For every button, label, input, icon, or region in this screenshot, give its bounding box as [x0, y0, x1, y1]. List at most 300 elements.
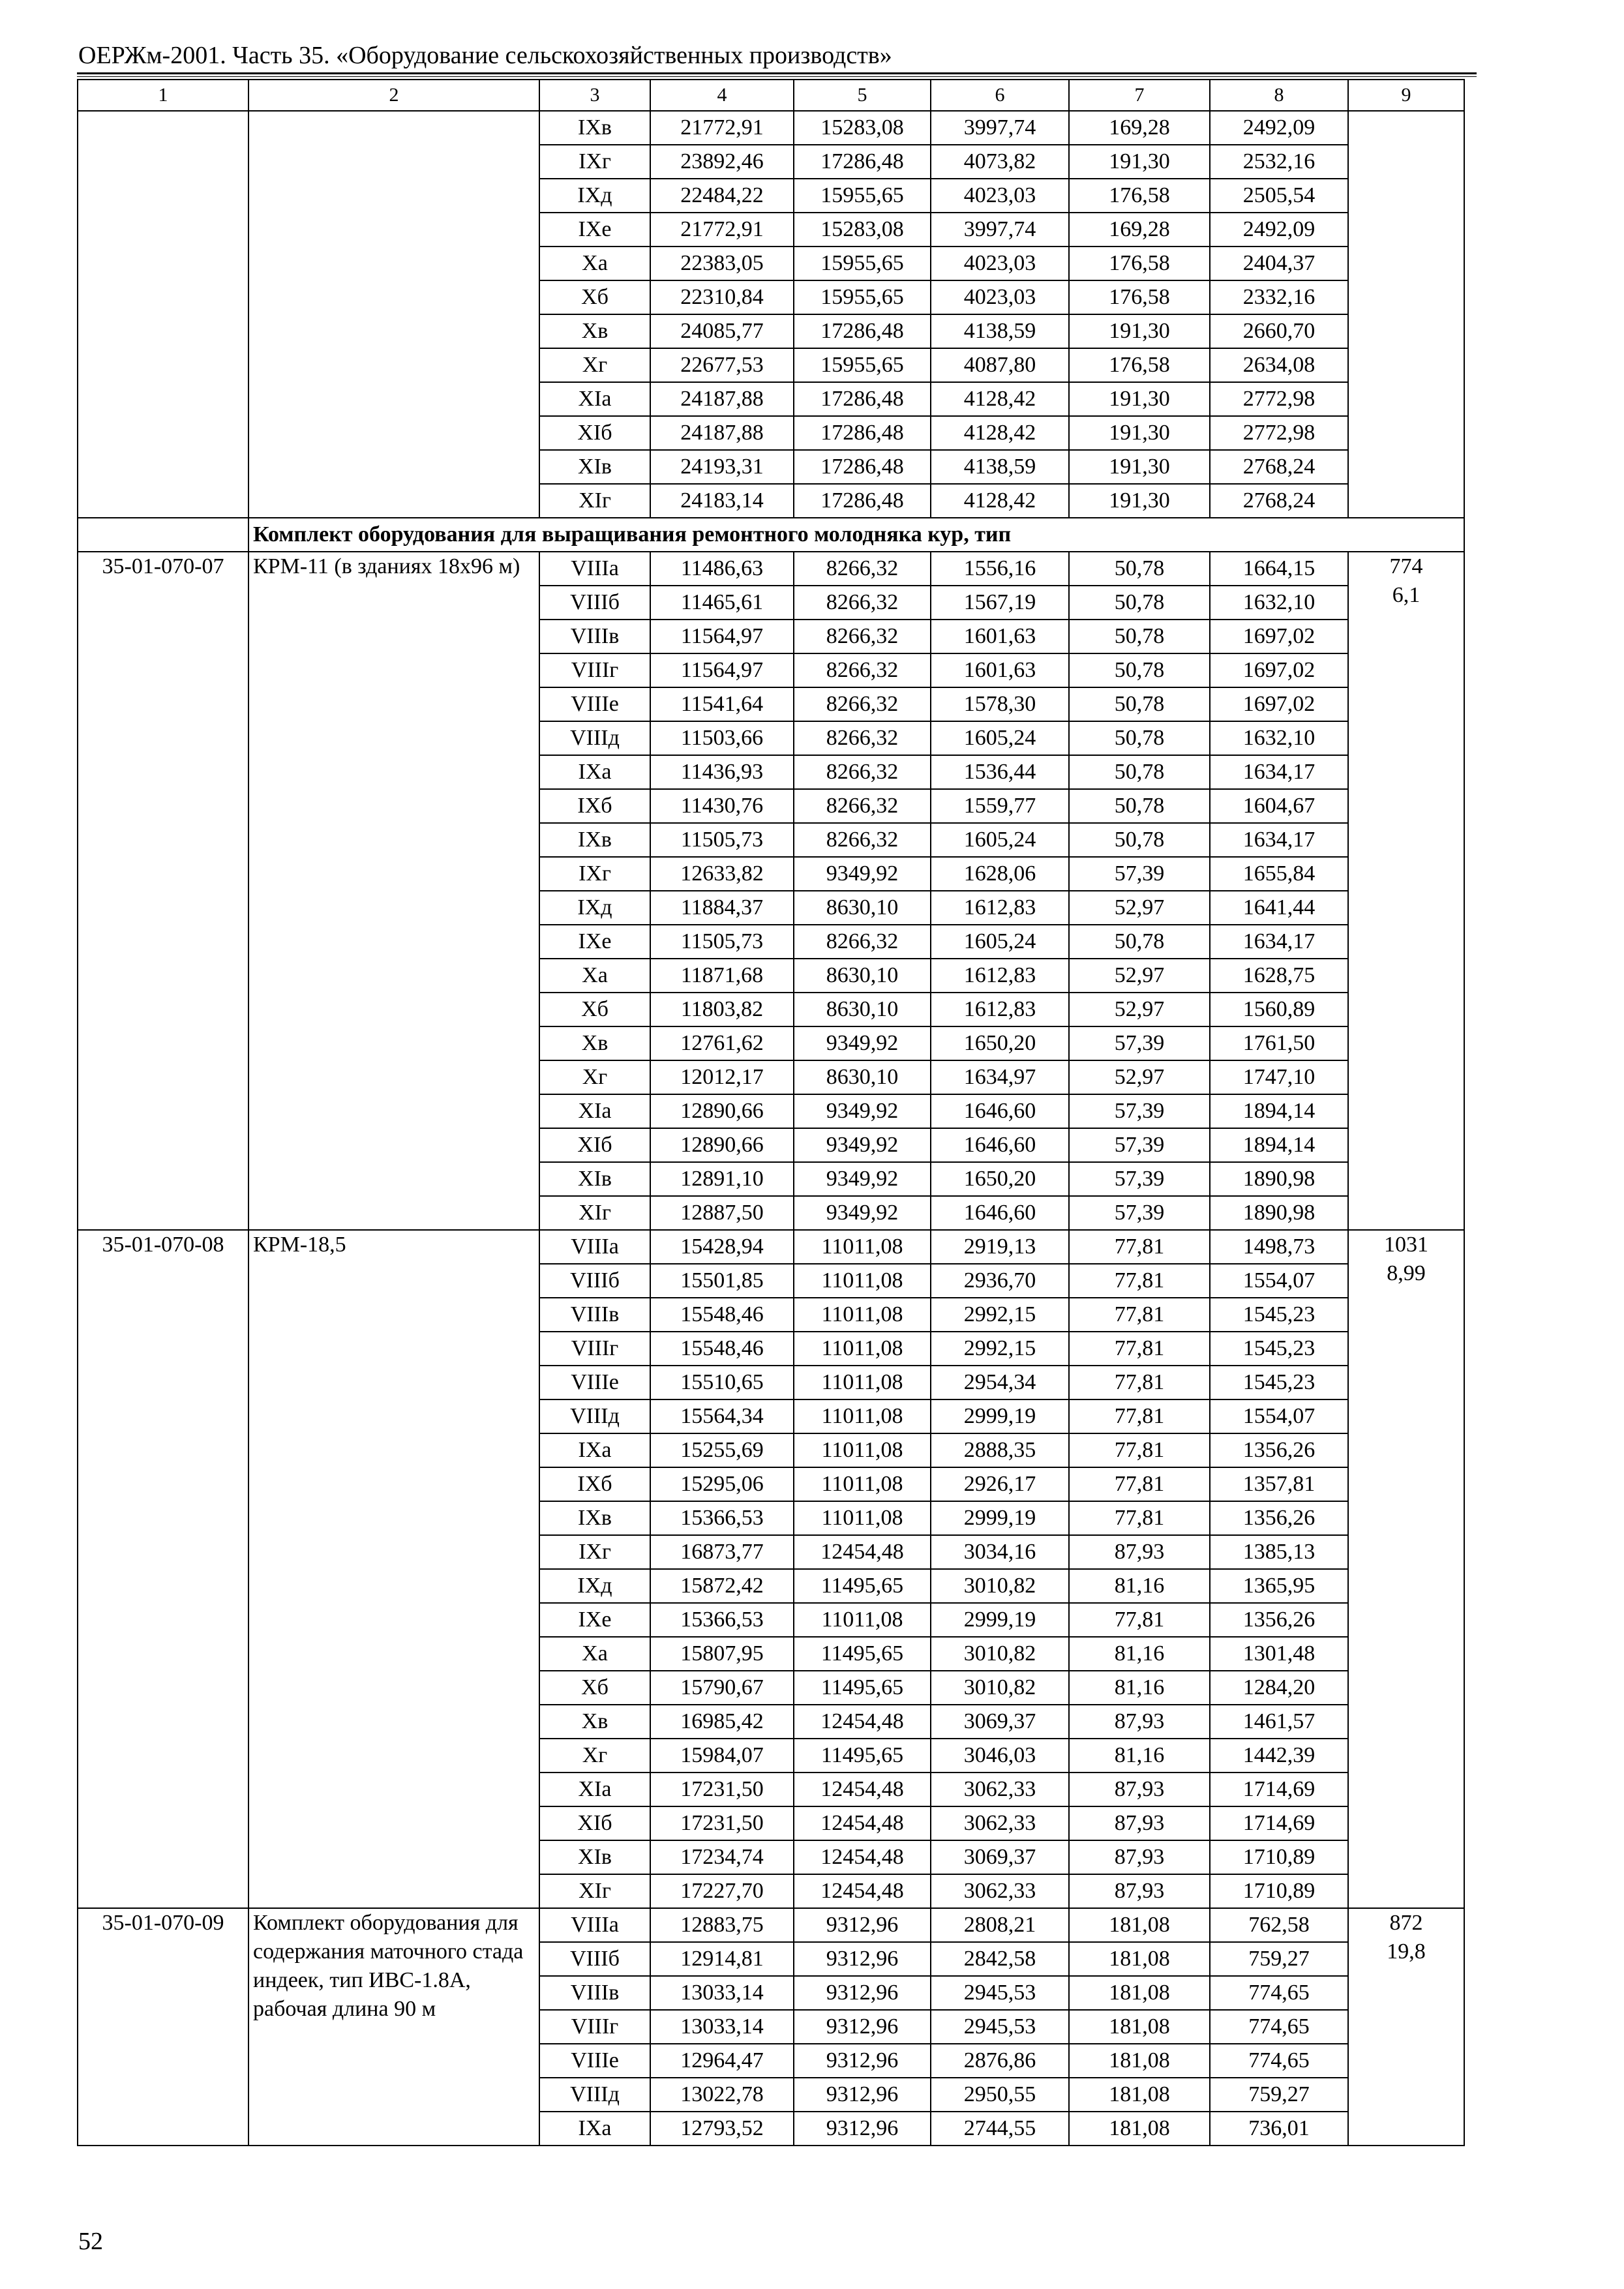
value-cell: 11430,76: [650, 789, 794, 823]
value-cell: 87,93: [1069, 1773, 1210, 1806]
value-cell: 57,39: [1069, 1196, 1210, 1230]
value-cell: 21772,91: [650, 213, 794, 247]
value-cell: 52,97: [1069, 993, 1210, 1026]
value-cell: 1634,17: [1210, 925, 1348, 959]
value-cell: 11505,73: [650, 925, 794, 959]
value-cell: 1605,24: [931, 925, 1069, 959]
zone-cell: VIIIа: [539, 552, 650, 586]
value-cell: 1890,98: [1210, 1196, 1348, 1230]
value-cell: 57,39: [1069, 1128, 1210, 1162]
value-cell: 11541,64: [650, 687, 794, 721]
value-cell: 87,93: [1069, 1806, 1210, 1840]
value-cell: 1646,60: [931, 1128, 1069, 1162]
item-code: 35-01-070-08: [78, 1230, 248, 1908]
value-cell: 77,81: [1069, 1298, 1210, 1332]
value-cell: 2492,09: [1210, 213, 1348, 247]
value-cell: 50,78: [1069, 653, 1210, 687]
value-cell: 1554,07: [1210, 1399, 1348, 1433]
value-cell: 11436,93: [650, 755, 794, 789]
table-row: [78, 1230, 1464, 1264]
value-cell: 22383,05: [650, 247, 794, 280]
value-cell: 2532,16: [1210, 145, 1348, 179]
value-cell: 1545,23: [1210, 1332, 1348, 1366]
zone-cell: Xа: [539, 959, 650, 993]
column-number: 6: [931, 80, 1069, 111]
value-cell: 2772,98: [1210, 382, 1348, 416]
value-cell: 24187,88: [650, 382, 794, 416]
value-cell: 8266,32: [794, 925, 931, 959]
value-cell: 1578,30: [931, 687, 1069, 721]
col9-cell: [1348, 552, 1464, 1230]
value-cell: 4087,80: [931, 348, 1069, 382]
value-cell: 11011,08: [794, 1603, 931, 1637]
value-cell: 3062,33: [931, 1874, 1069, 1908]
value-cell: 191,30: [1069, 314, 1210, 348]
value-cell: 1714,69: [1210, 1806, 1348, 1840]
zone-cell: IXе: [539, 1603, 650, 1637]
value-cell: 1601,63: [931, 653, 1069, 687]
value-cell: 15366,53: [650, 1501, 794, 1535]
value-cell: 9349,92: [794, 857, 931, 891]
value-cell: 1655,84: [1210, 857, 1348, 891]
value-cell: 13022,78: [650, 2078, 794, 2112]
value-cell: 50,78: [1069, 620, 1210, 653]
value-cell: 15548,46: [650, 1298, 794, 1332]
value-cell: 1641,44: [1210, 891, 1348, 925]
value-cell: 2945,53: [931, 1976, 1069, 2010]
value-cell: 1559,77: [931, 789, 1069, 823]
value-cell: 191,30: [1069, 450, 1210, 484]
value-cell: 15366,53: [650, 1603, 794, 1637]
value-cell: 52,97: [1069, 959, 1210, 993]
zone-cell: XIб: [539, 416, 650, 450]
value-cell: 12012,17: [650, 1060, 794, 1094]
value-cell: 1567,19: [931, 586, 1069, 620]
value-cell: 57,39: [1069, 1094, 1210, 1128]
value-cell: 2332,16: [1210, 280, 1348, 314]
value-cell: 50,78: [1069, 925, 1210, 959]
value-cell: 9312,96: [794, 1908, 931, 1942]
name-cell: [248, 111, 539, 518]
value-cell: 11495,65: [794, 1569, 931, 1603]
value-cell: 1890,98: [1210, 1162, 1348, 1196]
value-cell: 77,81: [1069, 1399, 1210, 1433]
value-cell: 77,81: [1069, 1467, 1210, 1501]
value-cell: 181,08: [1069, 1908, 1210, 1942]
value-cell: 4023,03: [931, 247, 1069, 280]
value-cell: 15283,08: [794, 213, 931, 247]
zone-cell: Xб: [539, 993, 650, 1026]
value-cell: 1536,44: [931, 755, 1069, 789]
value-cell: 12454,48: [794, 1840, 931, 1874]
zone-cell: VIIIв: [539, 1976, 650, 2010]
value-cell: 2505,54: [1210, 179, 1348, 213]
value-cell: 1605,24: [931, 823, 1069, 857]
value-cell: 12454,48: [794, 1535, 931, 1569]
code-cell: [78, 111, 248, 518]
value-cell: 1356,26: [1210, 1603, 1348, 1637]
table-row: [78, 552, 1464, 586]
value-cell: 9349,92: [794, 1128, 931, 1162]
column-number: 3: [539, 80, 650, 111]
col9-value: 1031: [1384, 1233, 1428, 1257]
zone-cell: Xг: [539, 1739, 650, 1773]
value-cell: 2945,53: [931, 2010, 1069, 2044]
value-cell: 15955,65: [794, 179, 931, 213]
value-cell: 8630,10: [794, 993, 931, 1026]
column-numbers-row: [78, 80, 1464, 111]
value-cell: 12883,75: [650, 1908, 794, 1942]
zone-cell: IXа: [539, 1433, 650, 1467]
zone-cell: Xв: [539, 1026, 650, 1060]
table-body: [78, 80, 1464, 2146]
zone-cell: IXв: [539, 111, 650, 145]
value-cell: 9312,96: [794, 2044, 931, 2078]
zone-cell: IXв: [539, 1501, 650, 1535]
value-cell: 8266,32: [794, 620, 931, 653]
value-cell: 24187,88: [650, 416, 794, 450]
value-cell: 1385,13: [1210, 1535, 1348, 1569]
zone-cell: VIIIг: [539, 2010, 650, 2044]
zone-cell: VIIIе: [539, 1366, 650, 1399]
zone-cell: IXе: [539, 213, 650, 247]
value-cell: 12761,62: [650, 1026, 794, 1060]
value-cell: 8266,32: [794, 586, 931, 620]
value-cell: 1697,02: [1210, 620, 1348, 653]
value-cell: 1710,89: [1210, 1840, 1348, 1874]
value-cell: 1894,14: [1210, 1094, 1348, 1128]
value-cell: 2999,19: [931, 1399, 1069, 1433]
header-rule-thin: [77, 76, 1477, 77]
value-cell: 11011,08: [794, 1366, 931, 1399]
value-cell: 87,93: [1069, 1535, 1210, 1569]
value-cell: 81,16: [1069, 1569, 1210, 1603]
column-number: 9: [1348, 80, 1464, 111]
value-cell: 1634,17: [1210, 823, 1348, 857]
value-cell: 3010,82: [931, 1569, 1069, 1603]
value-cell: 81,16: [1069, 1637, 1210, 1671]
value-cell: 191,30: [1069, 145, 1210, 179]
value-cell: 2808,21: [931, 1908, 1069, 1942]
value-cell: 181,08: [1069, 2044, 1210, 2078]
value-cell: 12891,10: [650, 1162, 794, 1196]
page-header: ОЕРЖм-2001. Часть 35. «Оборудование сельскохозяйственных производств»: [78, 42, 892, 69]
value-cell: 11871,68: [650, 959, 794, 993]
value-cell: 17227,70: [650, 1874, 794, 1908]
value-cell: 77,81: [1069, 1230, 1210, 1264]
value-cell: 11803,82: [650, 993, 794, 1026]
value-cell: 12633,82: [650, 857, 794, 891]
zone-cell: VIIIе: [539, 687, 650, 721]
value-cell: 1545,23: [1210, 1298, 1348, 1332]
value-cell: 16985,42: [650, 1705, 794, 1739]
value-cell: 1632,10: [1210, 721, 1348, 755]
value-cell: 50,78: [1069, 552, 1210, 586]
value-cell: 15255,69: [650, 1433, 794, 1467]
value-cell: 77,81: [1069, 1501, 1210, 1535]
value-cell: 1365,95: [1210, 1569, 1348, 1603]
zone-cell: XIв: [539, 1162, 650, 1196]
value-cell: 3069,37: [931, 1840, 1069, 1874]
value-cell: 1710,89: [1210, 1874, 1348, 1908]
value-cell: 2768,24: [1210, 484, 1348, 518]
value-cell: 191,30: [1069, 382, 1210, 416]
value-cell: 9312,96: [794, 1976, 931, 2010]
value-cell: 2936,70: [931, 1264, 1069, 1298]
value-cell: 50,78: [1069, 687, 1210, 721]
value-cell: 15548,46: [650, 1332, 794, 1366]
value-cell: 12887,50: [650, 1196, 794, 1230]
value-cell: 17234,74: [650, 1840, 794, 1874]
value-cell: 2926,17: [931, 1467, 1069, 1501]
value-cell: 11011,08: [794, 1433, 931, 1467]
value-cell: 50,78: [1069, 823, 1210, 857]
col9-cell: [1348, 111, 1464, 518]
value-cell: 17231,50: [650, 1806, 794, 1840]
value-cell: 12890,66: [650, 1128, 794, 1162]
zone-cell: XIа: [539, 382, 650, 416]
value-cell: 1894,14: [1210, 1128, 1348, 1162]
value-cell: 24193,31: [650, 450, 794, 484]
value-cell: 12914,81: [650, 1942, 794, 1976]
zone-cell: IXг: [539, 857, 650, 891]
value-cell: 1650,20: [931, 1026, 1069, 1060]
value-cell: 57,39: [1069, 1162, 1210, 1196]
value-cell: 87,93: [1069, 1705, 1210, 1739]
value-cell: 1554,07: [1210, 1264, 1348, 1298]
value-cell: 9349,92: [794, 1094, 931, 1128]
value-cell: 1714,69: [1210, 1773, 1348, 1806]
table-row: [78, 111, 1464, 145]
value-cell: 1357,81: [1210, 1467, 1348, 1501]
value-cell: 1650,20: [931, 1162, 1069, 1196]
zone-cell: Xг: [539, 348, 650, 382]
value-cell: 2888,35: [931, 1433, 1069, 1467]
value-cell: 57,39: [1069, 857, 1210, 891]
value-cell: 24085,77: [650, 314, 794, 348]
value-cell: 176,58: [1069, 247, 1210, 280]
value-cell: 11884,37: [650, 891, 794, 925]
value-cell: 4023,03: [931, 179, 1069, 213]
value-cell: 77,81: [1069, 1332, 1210, 1366]
value-cell: 11011,08: [794, 1298, 931, 1332]
column-number: 2: [248, 80, 539, 111]
value-cell: 17286,48: [794, 416, 931, 450]
value-cell: 1628,75: [1210, 959, 1348, 993]
value-cell: 9349,92: [794, 1026, 931, 1060]
value-cell: 50,78: [1069, 586, 1210, 620]
zone-cell: VIIIб: [539, 1942, 650, 1976]
column-number: 8: [1210, 80, 1348, 111]
value-cell: 21772,91: [650, 111, 794, 145]
item-name: КРМ-18,5: [248, 1230, 539, 1908]
value-cell: 4138,59: [931, 450, 1069, 484]
value-cell: 1301,48: [1210, 1637, 1348, 1671]
value-cell: 3046,03: [931, 1739, 1069, 1773]
value-cell: 181,08: [1069, 2112, 1210, 2146]
value-cell: 1356,26: [1210, 1433, 1348, 1467]
value-cell: 1646,60: [931, 1196, 1069, 1230]
value-cell: 2404,37: [1210, 247, 1348, 280]
value-cell: 191,30: [1069, 416, 1210, 450]
col9-value: 872: [1389, 1911, 1423, 1935]
value-cell: 11505,73: [650, 823, 794, 857]
value-cell: 8630,10: [794, 959, 931, 993]
value-cell: 17286,48: [794, 314, 931, 348]
zone-cell: VIIIд: [539, 1399, 650, 1433]
value-cell: 2999,19: [931, 1603, 1069, 1637]
value-cell: 2919,13: [931, 1230, 1069, 1264]
value-cell: 8266,32: [794, 687, 931, 721]
zone-cell: Xв: [539, 1705, 650, 1739]
value-cell: 15807,95: [650, 1637, 794, 1671]
value-cell: 11503,66: [650, 721, 794, 755]
value-cell: 1461,57: [1210, 1705, 1348, 1739]
value-cell: 2954,34: [931, 1366, 1069, 1399]
value-cell: 12454,48: [794, 1874, 931, 1908]
column-number: 1: [78, 80, 248, 111]
value-cell: 8266,32: [794, 653, 931, 687]
value-cell: 191,30: [1069, 484, 1210, 518]
zone-cell: IXб: [539, 1467, 650, 1501]
value-cell: 2660,70: [1210, 314, 1348, 348]
zone-cell: XIг: [539, 484, 650, 518]
value-cell: 77,81: [1069, 1603, 1210, 1637]
value-cell: 11486,63: [650, 552, 794, 586]
value-cell: 77,81: [1069, 1264, 1210, 1298]
zone-cell: XIа: [539, 1773, 650, 1806]
value-cell: 50,78: [1069, 755, 1210, 789]
zone-cell: XIв: [539, 1840, 650, 1874]
value-cell: 52,97: [1069, 891, 1210, 925]
value-cell: 11564,97: [650, 653, 794, 687]
value-cell: 1632,10: [1210, 586, 1348, 620]
value-cell: 15790,67: [650, 1671, 794, 1705]
zone-cell: VIIIг: [539, 653, 650, 687]
zone-cell: XIг: [539, 1874, 650, 1908]
zone-cell: Xб: [539, 280, 650, 314]
zone-cell: XIб: [539, 1806, 650, 1840]
zone-cell: Xг: [539, 1060, 650, 1094]
value-cell: 22310,84: [650, 280, 794, 314]
value-cell: 1601,63: [931, 620, 1069, 653]
zone-cell: VIIIе: [539, 2044, 650, 2078]
value-cell: 774,65: [1210, 2010, 1348, 2044]
zone-cell: IXа: [539, 755, 650, 789]
value-cell: 176,58: [1069, 280, 1210, 314]
table-row: [78, 1908, 1464, 1942]
value-cell: 15955,65: [794, 280, 931, 314]
zone-cell: VIIIг: [539, 1332, 650, 1366]
value-cell: 8266,32: [794, 552, 931, 586]
value-cell: 1605,24: [931, 721, 1069, 755]
value-cell: 15295,06: [650, 1467, 794, 1501]
value-cell: 15283,08: [794, 111, 931, 145]
value-cell: 22677,53: [650, 348, 794, 382]
value-cell: 1612,83: [931, 959, 1069, 993]
value-cell: 1560,89: [1210, 993, 1348, 1026]
value-cell: 759,27: [1210, 1942, 1348, 1976]
value-cell: 11011,08: [794, 1467, 931, 1501]
value-cell: 4073,82: [931, 145, 1069, 179]
value-cell: 11495,65: [794, 1671, 931, 1705]
value-cell: 1498,73: [1210, 1230, 1348, 1264]
value-cell: 181,08: [1069, 2010, 1210, 2044]
value-cell: 4023,03: [931, 280, 1069, 314]
value-cell: 17231,50: [650, 1773, 794, 1806]
zone-cell: IXд: [539, 891, 650, 925]
section-blank-cell: [78, 518, 248, 552]
value-cell: 11011,08: [794, 1332, 931, 1366]
value-cell: 11465,61: [650, 586, 794, 620]
value-cell: 762,58: [1210, 1908, 1348, 1942]
value-cell: 2492,09: [1210, 111, 1348, 145]
value-cell: 11011,08: [794, 1264, 931, 1298]
value-cell: 8266,32: [794, 755, 931, 789]
value-cell: 3997,74: [931, 213, 1069, 247]
value-cell: 16873,77: [650, 1535, 794, 1569]
value-cell: 22484,22: [650, 179, 794, 213]
value-cell: 9312,96: [794, 2078, 931, 2112]
value-cell: 15984,07: [650, 1739, 794, 1773]
value-cell: 11011,08: [794, 1230, 931, 1264]
col9-cell: [1348, 1230, 1464, 1908]
value-cell: 169,28: [1069, 111, 1210, 145]
value-cell: 9312,96: [794, 2010, 931, 2044]
value-cell: 1604,67: [1210, 789, 1348, 823]
section-row: [78, 518, 1464, 552]
column-number: 4: [650, 80, 794, 111]
zone-cell: VIIIб: [539, 1264, 650, 1298]
value-cell: 1761,50: [1210, 1026, 1348, 1060]
value-cell: 759,27: [1210, 2078, 1348, 2112]
value-cell: 8630,10: [794, 891, 931, 925]
value-cell: 17286,48: [794, 450, 931, 484]
value-cell: 15955,65: [794, 348, 931, 382]
zone-cell: IXд: [539, 1569, 650, 1603]
value-cell: 1612,83: [931, 891, 1069, 925]
value-cell: 2744,55: [931, 2112, 1069, 2146]
value-cell: 11011,08: [794, 1501, 931, 1535]
value-cell: 3069,37: [931, 1705, 1069, 1739]
value-cell: 50,78: [1069, 789, 1210, 823]
value-cell: 9312,96: [794, 1942, 931, 1976]
value-cell: 1634,17: [1210, 755, 1348, 789]
value-cell: 1284,20: [1210, 1671, 1348, 1705]
value-cell: 77,81: [1069, 1366, 1210, 1399]
value-cell: 11495,65: [794, 1637, 931, 1671]
page-number: 52: [78, 2228, 103, 2255]
value-cell: 2999,19: [931, 1501, 1069, 1535]
zone-cell: VIIIд: [539, 721, 650, 755]
zone-cell: Xа: [539, 247, 650, 280]
value-cell: 17286,48: [794, 484, 931, 518]
value-cell: 9349,92: [794, 1162, 931, 1196]
zone-cell: IXг: [539, 1535, 650, 1569]
value-cell: 774,65: [1210, 1976, 1348, 2010]
value-cell: 3034,16: [931, 1535, 1069, 1569]
col9-value: 6,1: [1392, 583, 1421, 607]
zone-cell: VIIIв: [539, 620, 650, 653]
rates-table: [77, 79, 1465, 2146]
value-cell: 12454,48: [794, 1705, 931, 1739]
zone-cell: Xб: [539, 1671, 650, 1705]
value-cell: 1356,26: [1210, 1501, 1348, 1535]
value-cell: 169,28: [1069, 213, 1210, 247]
column-number: 5: [794, 80, 931, 111]
value-cell: 4128,42: [931, 382, 1069, 416]
value-cell: 2842,58: [931, 1942, 1069, 1976]
